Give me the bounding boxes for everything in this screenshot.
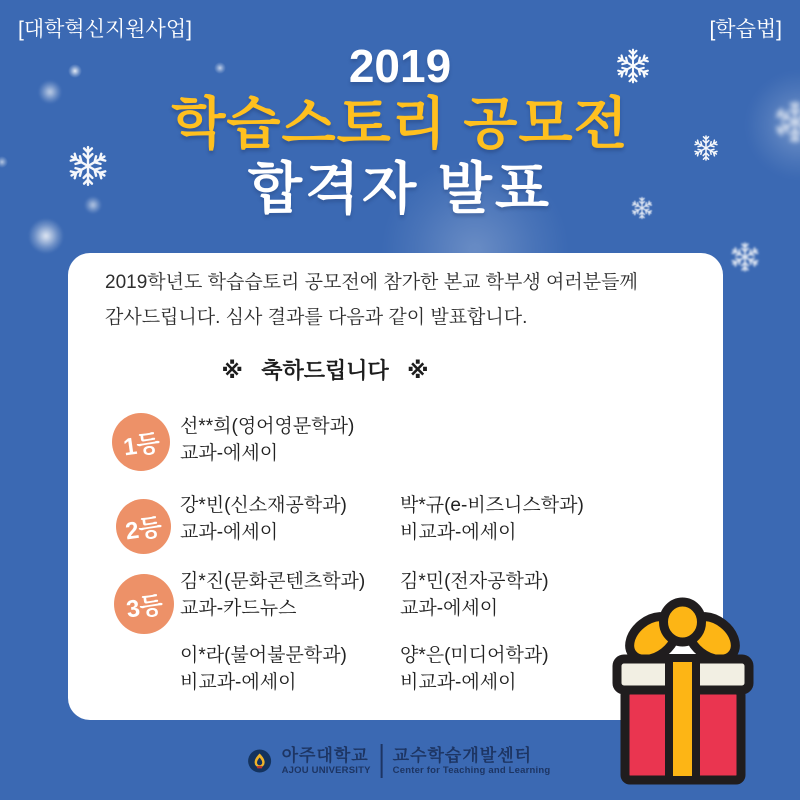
snowflake-icon [729,241,761,273]
winner-category: 교과-에세이 [180,443,279,464]
university-name-en: AJOU UNIVERSITY [281,764,371,776]
intro-line-2: 감사드립니다. 심사 결과를 다음과 같이 발표합니다. [105,307,528,328]
winner-entry [180,642,347,696]
winner-category: 비교과-에세이 [400,672,517,693]
congrats-text: ※ 축하드립니다 ※ [221,358,429,383]
winner-name: 김*민(전자공학과) [400,571,549,592]
rank-badge-1st [112,413,170,471]
winner-entry [180,413,354,467]
winner-entry [400,642,549,696]
university-name-block [282,746,371,777]
title-year: 2019 [348,40,452,92]
footer-logo [248,744,551,778]
winner-entry [180,492,347,546]
poster-title [0,40,800,222]
footer-divider [381,744,383,778]
winner-category: 교과-에세이 [400,598,499,619]
winner-entry [400,568,549,622]
winner-name: 양*은(미디어학과) [400,645,549,666]
title-main: 학습스토리 공모전 [171,92,629,155]
rank-badge-label: 3등 [124,591,165,623]
topic-label: [학습법] [709,18,782,41]
winner-name: 이*라(불어불문학과) [180,645,347,666]
winner-category: 비교과-에세이 [400,522,517,543]
program-label: [대학혁신지원사업] [18,18,192,41]
winner-name: 선**희(영어영문학과) [180,416,355,437]
snow-glow [28,218,64,254]
winner-category: 교과-카드뉴스 [180,598,297,619]
winner-name: 김*진(문화콘텐츠학과) [180,571,366,592]
winner-category: 비교과-에세이 [180,672,297,693]
rank-badge-2nd [116,499,171,554]
university-name-kr: 아주대학교 [281,745,369,765]
winner-category: 교과-에세이 [180,522,279,543]
center-name-en: Center for Teaching and Learning [392,764,551,776]
center-name-kr: 교수학습개발센터 [392,745,533,765]
ajou-emblem-icon [248,748,272,774]
intro-line-1: 2019학년도 학습습토리 공모전에 참가한 본교 학부생 여러분들께 [105,272,638,293]
title-sub: 합격자 발표 [247,157,553,220]
rank-badge-label: 2등 [123,513,164,546]
winner-entry [400,492,584,546]
intro-text [105,265,638,335]
rank-badge-3rd [114,574,174,634]
center-name-block [393,746,551,777]
winner-name: 박*규(e-비즈니스학과) [400,495,584,516]
rank-badge-label: 1등 [121,429,162,461]
winner-name: 강*빈(신소재공학과) [180,495,347,516]
winner-entry [180,568,365,622]
gift-icon [607,596,759,794]
